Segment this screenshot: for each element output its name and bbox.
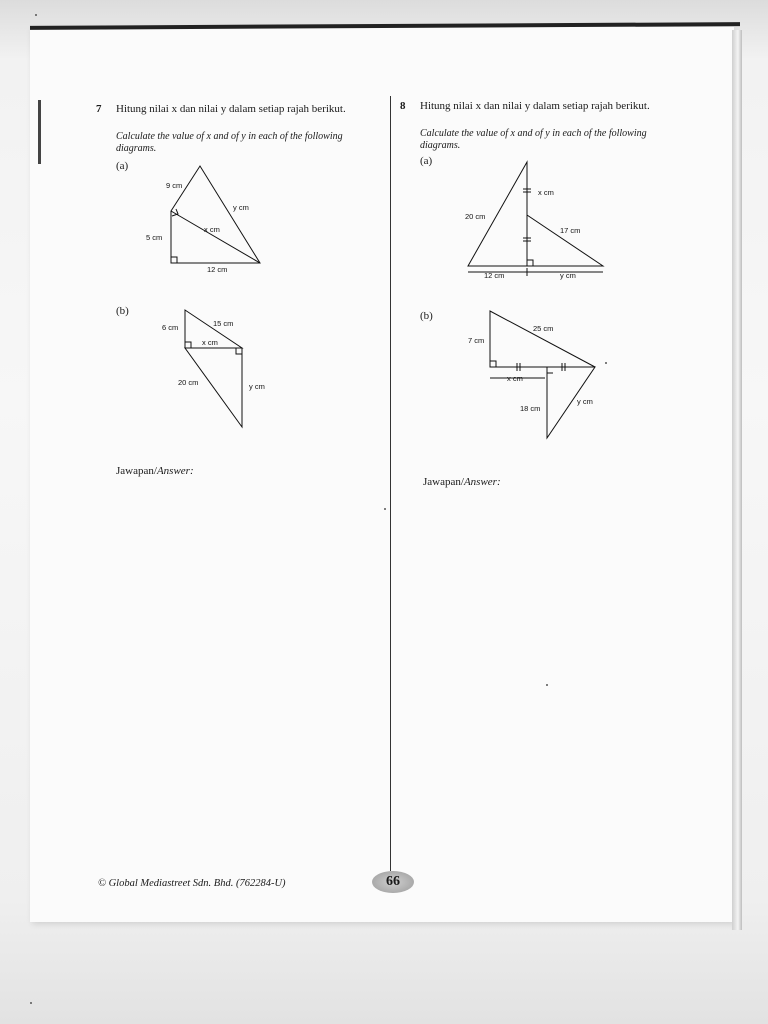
label-18cm: 18 cm [520,404,541,413]
question-text-malay: Hitung nilai x dan nilai y dalam setiap rajah berikut. [420,100,650,112]
column-divider [390,96,391,871]
figure-8a [460,158,620,283]
figure-7a [140,160,280,280]
upper-triangle [490,311,595,367]
right-angle-mark [171,257,177,263]
answer-malay: Jawapan/ [116,465,157,477]
right-angle-mark [236,348,242,354]
scan-speck [35,14,37,16]
scan-speck [384,508,386,510]
label-x: x cm [202,338,218,347]
label-12cm: 12 cm [484,271,505,280]
question-number: 7 [96,103,102,115]
right-angle-mark [547,367,553,373]
question-7 [96,103,376,163]
answer-english: Answer: [156,465,194,477]
label-x: x cm [538,188,554,197]
diagonal-line [171,211,260,263]
label-20cm: 20 cm [178,378,199,387]
answer-label-8 [423,476,501,488]
label-6cm: 6 cm [162,323,179,332]
label-25cm: 25 cm [533,324,554,333]
label-x: x cm [507,374,523,383]
label-y: y cm [577,397,593,406]
label-y: y cm [249,382,265,391]
label-y: y cm [233,203,249,212]
label-x: x cm [204,225,220,234]
part-label-b: (b) [420,310,433,322]
question-text-english: Calculate the value of x and of y in each of the following diagrams. [420,128,647,151]
page-edge [732,30,742,930]
right-angle-mark [490,361,496,367]
figure-8b [465,305,615,445]
margin-mark [38,100,41,164]
part-label-b: (b) [116,305,129,317]
label-20cm: 20 cm [465,212,486,221]
right-angle-mark [527,260,533,266]
question-number: 8 [400,100,406,112]
question-8 [400,100,685,160]
label-17cm: 17 cm [560,226,581,235]
answer-malay: Jawapan/ [423,476,464,488]
copyright-footer: © Global Mediastreet Sdn. Bhd. (762284-U) [98,878,286,889]
triangle-outline [468,162,603,266]
right-angle-mark [185,342,191,348]
scan-speck [605,362,607,364]
label-12cm: 12 cm [207,265,228,274]
scan-speck [546,684,548,686]
label-9cm: 9 cm [166,181,183,190]
question-text-english: Calculate the value of x and of y in each of the following diagrams. [116,131,343,154]
label-5cm: 5 cm [146,233,163,242]
answer-label-7 [116,465,194,477]
answer-english: Answer: [463,476,501,488]
part-label-a: (a) [116,160,129,172]
page-number: 66 [372,871,414,893]
triangle-outline [171,166,260,263]
question-text-malay: Hitung nilai x dan nilai y dalam setiap rajah berikut. [116,103,346,115]
scan-speck [30,1002,32,1004]
part-label-a: (a) [420,155,433,167]
label-15cm: 15 cm [213,319,234,328]
lower-triangle [185,348,242,427]
label-7cm: 7 cm [468,336,485,345]
label-y: y cm [560,271,576,280]
figure-7b [160,305,280,435]
